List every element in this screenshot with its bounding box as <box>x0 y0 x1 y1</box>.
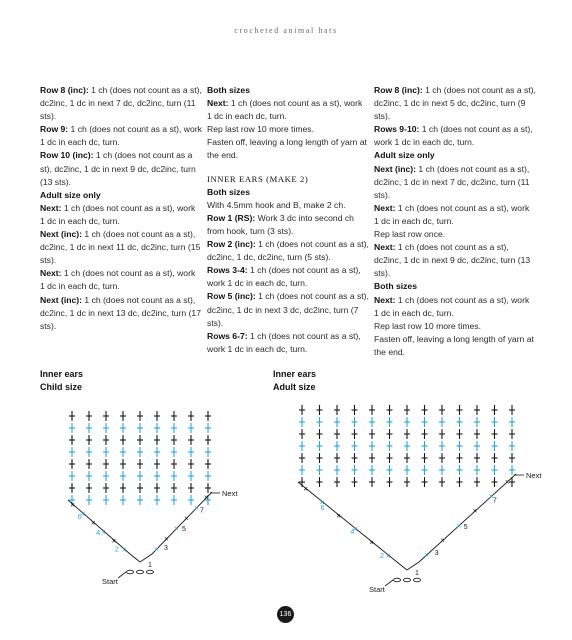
instruction-label: Rows 9-10: <box>374 124 420 135</box>
stitch-x-left: × <box>336 511 341 521</box>
instruction-label: Row 1 (RS): <box>207 212 256 223</box>
instruction-label: Next: <box>374 242 396 253</box>
diagram-adult-title-line1: Inner ears <box>273 369 317 379</box>
chain-oval <box>147 570 154 574</box>
instruction-paragraph <box>207 136 369 162</box>
instruction-label: Row 5 (inc): <box>207 291 256 302</box>
row-label-left: 6 <box>320 505 325 512</box>
instruction-paragraph <box>374 84 536 123</box>
instruction-text: 1 ch (does not count as a st), work 1 dc in each dc, turn. <box>374 294 530 318</box>
chain-oval <box>127 570 134 574</box>
stitch-x-right: × <box>424 550 429 560</box>
instruction-label: Next: <box>374 202 396 213</box>
instruction-label: Next (inc): <box>40 294 83 305</box>
subheading: Adult size only <box>374 150 435 161</box>
chain-oval <box>404 578 411 582</box>
stitch-chart-child <box>30 398 240 598</box>
row-label-first: 1 <box>148 562 152 569</box>
stitch-x-right: × <box>504 477 510 487</box>
section-heading: INNER EARS (MAKE 2) <box>207 173 309 184</box>
stitch-x-right: × <box>440 536 445 545</box>
row-label-left: 6 <box>77 513 82 521</box>
stitch-x-right: × <box>164 534 169 544</box>
stitch-x-left: × <box>352 524 358 534</box>
instruction-text: Fasten off, leaving a long length of yarn at the end. <box>374 333 534 357</box>
row-label-left: 4 <box>350 529 355 536</box>
row-label-right: 3 <box>434 550 439 558</box>
instruction-label: Row 8 (inc): <box>40 85 89 95</box>
instruction-text: 1 ch (does not count as a st), work 1 dc in each dc, turn. <box>374 124 533 148</box>
instruction-text: With 4.5mm hook and B, make 2 ch. <box>207 199 346 210</box>
running-head: crocheted animal hats <box>234 26 338 35</box>
page-number: 136 <box>277 606 294 623</box>
stitch-x-left: × <box>111 536 117 546</box>
row-label-right: 7 <box>200 507 204 515</box>
instruction-label: Next (inc): <box>40 229 83 240</box>
stitch-x-left: × <box>90 518 96 528</box>
diagram-child-title-line2: Child size <box>40 382 83 392</box>
instruction-paragraph <box>207 199 369 212</box>
instruction-text: 1 ch (does not count as a st), dc2inc, 1 dc in next 3 dc, dc2inc, turn (7 sts). <box>207 291 369 328</box>
stitch-x-left: × <box>121 545 127 555</box>
subheading: Adult size only <box>40 189 101 200</box>
instruction-text: 1 ch (does not count as a st), dc2inc, 1 dc in next 13 dc, dc2inc, turn (17 sts). <box>40 294 201 331</box>
instruction-text: 1 ch (does not count as a st), work 1 dc in each dc, turn. <box>40 124 202 148</box>
instruction-paragraph <box>207 212 369 238</box>
instruction-paragraph <box>207 238 369 264</box>
instruction-paragraph <box>374 333 536 359</box>
stitch-x-left: × <box>319 498 325 507</box>
stitch-x-right: × <box>184 513 189 523</box>
chain-oval <box>137 570 144 574</box>
chain-oval <box>414 578 421 582</box>
start-label: Start <box>369 585 385 594</box>
instruction-paragraph <box>374 241 536 280</box>
instruction-paragraph <box>374 294 536 320</box>
instruction-label: Row 2 (inc): <box>207 239 256 250</box>
row-label-left: 4 <box>96 530 101 538</box>
instruction-paragraph <box>40 228 202 267</box>
instruction-label: Next: <box>207 98 229 109</box>
next-label: Next <box>526 471 542 480</box>
stitch-x-right: × <box>174 524 179 534</box>
instruction-paragraph <box>207 330 369 356</box>
instruction-label: Rows 3-4: <box>207 265 248 276</box>
instruction-label: Rows 6-7: <box>207 330 248 341</box>
next-label: Next <box>222 489 238 498</box>
subheading: Both sizes <box>207 85 250 95</box>
instruction-text: Fasten off, leaving a long length of yarn at the end. <box>207 137 367 161</box>
instruction-label: Row 10 (inc): <box>40 150 94 161</box>
instruction-text: Rep last row 10 more times. <box>207 124 314 135</box>
chain-oval <box>394 578 401 582</box>
instruction-paragraph <box>374 320 536 333</box>
stitch-x-left: × <box>385 551 391 561</box>
stitch-x-right: × <box>154 544 159 554</box>
instruction-paragraph <box>207 123 369 136</box>
stitch-x-right: × <box>194 503 199 513</box>
diagram-child-title-line1: Inner ears <box>40 369 84 379</box>
row-label-left: 2 <box>380 553 384 560</box>
instruction-text: 1 ch (does not count as a st), dc2inc, 1 dc in next 9 dc, dc2inc, turn (13 sts). <box>374 242 531 279</box>
diagram-child-title <box>40 368 83 394</box>
instruction-text: 1 ch (does not count as a st), dc2inc, 1 dc, dc2inc, turn (5 sts). <box>207 239 369 263</box>
instruction-text: 1 ch (does not count as a st), work 1 dc in each dc, turn. <box>40 268 196 292</box>
instruction-text: 1 ch (does not count as a st), dc2inc, 1 dc in next 11 dc, dc2inc, turn (15 sts). <box>40 229 201 266</box>
subheading: Both sizes <box>207 186 250 197</box>
row-label-left: 2 <box>114 546 119 554</box>
instruction-paragraph <box>40 294 202 333</box>
row-label-right: 3 <box>164 544 168 552</box>
stitch-x-left: × <box>80 509 86 519</box>
instruction-label: Row 9: <box>40 124 69 135</box>
stitch-chart-adult <box>262 398 542 598</box>
instruction-text: Work 3 dc into second ch from hook, turn (3 sts). <box>207 212 354 236</box>
row-label-right: 7 <box>492 497 497 505</box>
instruction-text: 1 ch (does not count as a st), work 1 dc in each dc, turn. <box>207 265 361 289</box>
instruction-paragraph <box>40 123 202 149</box>
instruction-label: Row 8 (inc): <box>374 85 423 95</box>
instruction-paragraph <box>374 163 536 202</box>
instruction-text: Rep last row once. <box>374 229 446 240</box>
instruction-paragraph <box>374 123 536 149</box>
instruction-paragraph <box>40 267 202 293</box>
stitch-x-left: × <box>303 484 308 494</box>
instruction-label: Next: <box>40 268 62 279</box>
instruction-text: Rep last row 10 more times. <box>374 320 481 331</box>
stitch-x-right: × <box>204 493 209 503</box>
instruction-paragraph <box>207 290 369 329</box>
stitch-x-left: × <box>70 500 75 510</box>
instruction-text: 1 ch (does not count as a st), work 1 dc in each dc, turn. <box>374 202 530 226</box>
instruction-paragraph <box>40 84 202 123</box>
row-label-right: 5 <box>463 523 468 531</box>
instruction-text: 1 ch (does not count as a st), dc2inc, 1 dc in next 5 dc, dc2inc, turn (9 sts). <box>374 85 536 122</box>
text-column-left <box>40 84 202 333</box>
instruction-paragraph <box>374 228 536 241</box>
text-column-middle <box>207 84 369 356</box>
row-label-first: 1 <box>415 570 419 577</box>
stitch-x-right: × <box>488 492 494 501</box>
start-arrow <box>118 572 126 578</box>
instruction-paragraph <box>40 149 202 188</box>
instruction-text: 1 ch (does not count as a st), dc2inc, 1 dc in next 7 dc, dc2inc, turn (11 sts). <box>374 163 530 200</box>
instruction-paragraph <box>40 202 202 228</box>
instruction-text: 1 ch (does not count as a st), work 1 dc in each dc, turn. <box>40 202 196 226</box>
stitch-x-left: × <box>369 538 374 547</box>
subheading: Both sizes <box>374 281 417 292</box>
instruction-text: 1 ch (does not count as a st), dc2inc, 1 dc in next 9 dc, dc2inc, turn (13 sts). <box>40 150 196 187</box>
diagram-adult-title <box>273 368 316 394</box>
instruction-label: Next (inc): <box>374 163 417 174</box>
stitch-x-right: × <box>472 506 478 516</box>
instruction-paragraph <box>207 97 369 123</box>
instruction-label: Next: <box>40 202 62 213</box>
start-arrow <box>385 580 393 586</box>
instruction-label: Next: <box>374 294 396 305</box>
instruction-text: 1 ch (does not count as a st), work 1 dc in each dc, turn. <box>207 98 363 122</box>
start-label: Start <box>102 577 118 586</box>
instruction-text: 1 ch (does not count as a st), work 1 dc in each dc, turn. <box>207 330 361 354</box>
instruction-paragraph <box>374 202 536 228</box>
text-column-right <box>374 84 536 359</box>
row-label-right: 5 <box>182 526 186 534</box>
stitch-x-left: × <box>101 527 106 537</box>
instruction-text: 1 ch (does not count as a st), dc2inc, 1 dc in next 7 dc, dc2inc, turn (11 sts). <box>40 85 202 122</box>
instruction-paragraph <box>207 264 369 290</box>
diagram-adult-title-line2: Adult size <box>273 382 316 392</box>
stitch-x-right: × <box>456 521 462 531</box>
